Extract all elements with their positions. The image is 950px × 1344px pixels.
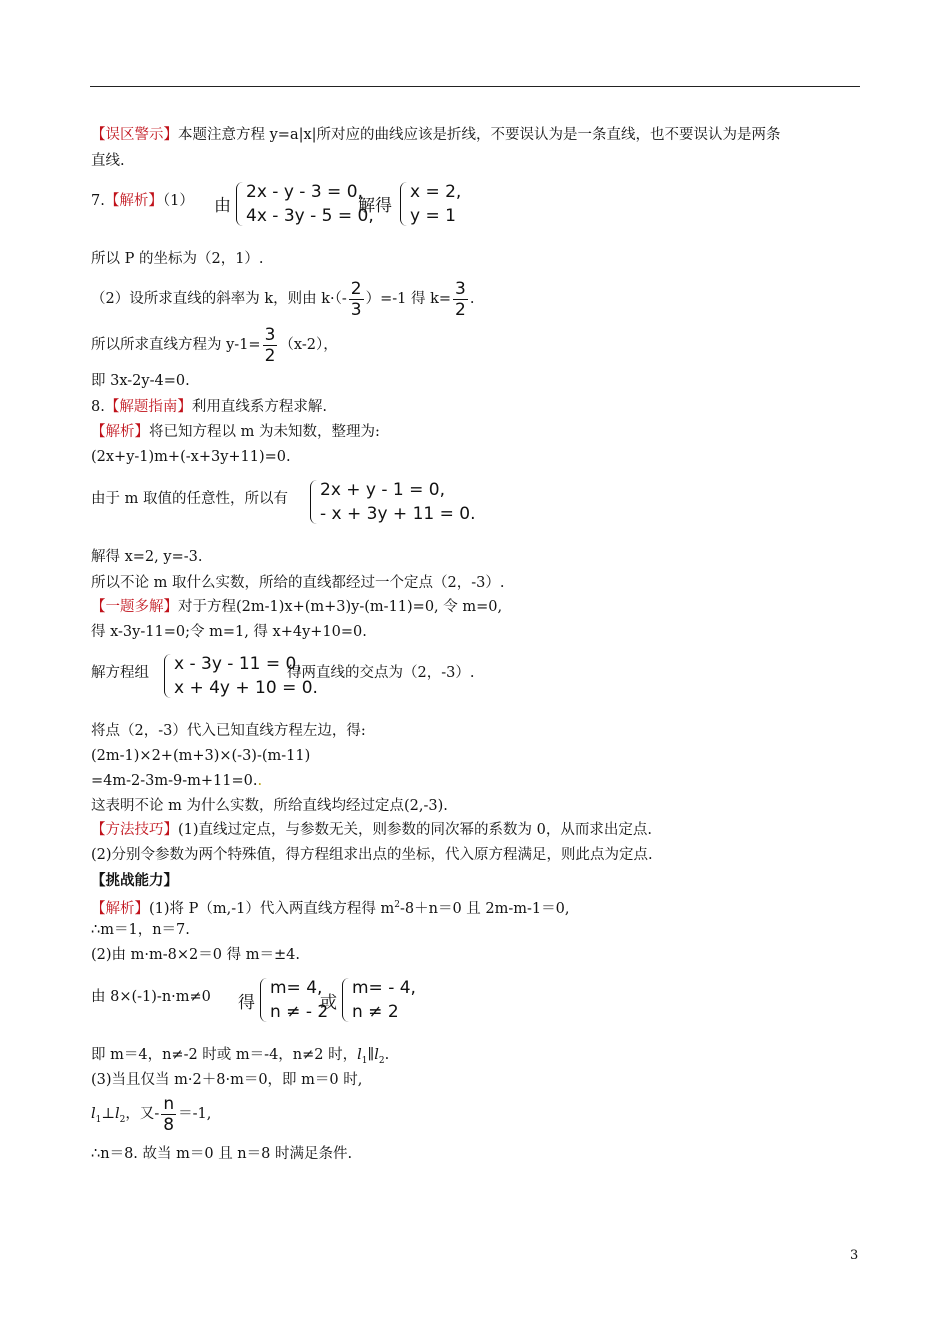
- q8-system-label: 解方程组: [91, 665, 149, 681]
- brace: [400, 182, 408, 226]
- q8-method-text-1: (1)直线过定点，与参数无关，则参数的同次幂的系数为 0，从而求出定点.: [178, 822, 652, 838]
- line-l2-sub: 2: [119, 1114, 126, 1125]
- warning-line-1: [91, 126, 781, 144]
- q7-number: 7.: [91, 193, 105, 209]
- line-l2-sub: 2: [378, 1055, 385, 1066]
- challenge-huo: 或: [320, 993, 337, 1013]
- frac-den: 3: [350, 299, 362, 320]
- fraction-3-2: [453, 279, 468, 320]
- q8-intersection: 得两直线的交点为（2，-3）.: [287, 665, 475, 681]
- q7-sys2-eq2: y = 1: [410, 206, 456, 226]
- challenge-p2c: [91, 1046, 389, 1070]
- q7-tag: 【解析】: [104, 193, 163, 209]
- challenge-p3a: (3)当且仅当 m·2＋8·m＝0，即 m＝0 时,: [91, 1072, 363, 1088]
- challenge-system-1: [260, 976, 328, 1024]
- q8-sysb-eq2: x + 4y + 10 = 0.: [174, 678, 318, 698]
- challenge-tag: 【解析】: [91, 900, 149, 917]
- fraction-3-2: [263, 325, 278, 366]
- challenge-p3b-mid: ，又-: [125, 1106, 160, 1122]
- q8-arb: 由于 m 取值的任意性，所以有: [91, 491, 288, 507]
- frac-num: n: [161, 1094, 176, 1115]
- q8-multi-tag: 【一题多解】: [91, 599, 178, 615]
- q7-header: [91, 192, 194, 210]
- q7-final: 即 3x-2y-4=0.: [91, 373, 190, 389]
- q8-number: 8.: [91, 399, 105, 415]
- q8-guide-text: 利用直线系方程求解.: [191, 399, 327, 415]
- q8-multi-line-1: [91, 598, 502, 616]
- page-number: 3: [850, 1248, 859, 1263]
- frac-num: 3: [455, 278, 466, 299]
- challenge-p3b-end: ＝-1,: [178, 1106, 212, 1122]
- q8-method-tag: 【方法技巧】: [91, 822, 178, 838]
- q8-guide-tag: 【解题指南】: [104, 399, 192, 415]
- challenge-sys1-eq1: m= 4,: [270, 978, 323, 998]
- challenge-p1: [91, 896, 569, 918]
- q7-eq-a: 所以所求直线方程为 y-1=: [91, 337, 261, 353]
- q7-line-eq: [91, 324, 338, 366]
- warning-line-2: 直线.: [91, 153, 125, 169]
- q7-part2-c: .: [469, 291, 475, 307]
- challenge-p3c: ∴n＝8. 故当 m＝0 且 n＝8 时满足条件.: [91, 1146, 353, 1162]
- challenge-p1b: -8＋n＝0 且 2m-m-1＝0,: [399, 900, 570, 917]
- fraction-2-3: [349, 279, 364, 320]
- q7-you: 由: [214, 196, 231, 216]
- challenge-title: 【挑战能力】: [91, 872, 178, 889]
- parallel-symbol: ∥: [367, 1047, 375, 1063]
- brace: [260, 978, 268, 1022]
- frac-den: 8: [163, 1114, 175, 1135]
- brace: [342, 978, 350, 1022]
- q8-sub-1: 将点（2，-3）代入已知直线方程左边，得:: [91, 723, 366, 739]
- q8-system-1: [310, 478, 475, 526]
- frac-num: 2: [350, 278, 362, 299]
- line-l1-sub: 1: [361, 1055, 368, 1066]
- q8-fixed: 所以不论 m 取什么实数，所给的直线都经过一个定点（2，-3）.: [91, 575, 505, 591]
- q7-part2-b: ）=-1 得 k=: [365, 291, 452, 307]
- q8-sysb-eq1: x - 3y - 11 = 0,: [174, 654, 302, 674]
- q8-multi-text-1: 对于方程(2m-1)x+(m+3)y-(m-11)=0, 令 m=0,: [178, 599, 503, 615]
- q8-sol-line: [91, 423, 380, 441]
- challenge-p2c-end: .: [384, 1047, 390, 1063]
- challenge-p1c: ∴m＝1，n＝7.: [91, 922, 190, 938]
- q7-eq-b: （x-2），: [279, 337, 338, 353]
- warning-text: 本题注意方程 y=a|x|所对应的曲线应该是折线，不要误认为是一条直线，也不要误认为是两条: [178, 127, 781, 143]
- decorative-dot: .: [257, 773, 263, 789]
- challenge-p2c-a: 即 m＝4，n≠-2 时或 m＝-4，n≠2 时，: [91, 1047, 358, 1063]
- q7-part2-a: （2）设所求直线的斜率为 k，则由 k·（-: [91, 291, 347, 307]
- warning-tag: 【误区警示】: [91, 127, 178, 143]
- challenge-sys1-eq2: n ≠ - 2: [270, 1002, 329, 1022]
- frac-den: 2: [264, 345, 276, 366]
- q8-guide-line: [91, 398, 327, 416]
- q8-sub-3: [91, 772, 262, 790]
- challenge-p3b: [91, 1093, 211, 1141]
- challenge-p2b: 由 8×(-1)-n·m≠0: [91, 989, 211, 1005]
- challenge-sys2-eq1: m= - 4,: [352, 978, 416, 998]
- q7-coord: 所以 P 的坐标为（2，1）.: [91, 251, 264, 267]
- q8-method-line-1: [91, 821, 652, 839]
- fraction-n-8: [161, 1094, 176, 1135]
- frac-num: 3: [264, 324, 276, 345]
- perpendicular-symbol: ⊥: [101, 1106, 116, 1122]
- q7-part1: （1）: [162, 193, 194, 209]
- line-l1: l: [91, 1106, 96, 1122]
- q7-sys2-eq1: x = 2,: [410, 182, 462, 202]
- q7-system-2: [400, 180, 461, 228]
- challenge-p1-sup: 2: [394, 900, 400, 910]
- challenge-system-2: [342, 976, 416, 1024]
- brace: [164, 654, 172, 698]
- q8-sub-3-text: =4m-2-3m-9-m+11=0.: [91, 773, 258, 789]
- q7-sys1-eq2: 4x - 3y - 5 = 0,: [246, 206, 374, 226]
- line-l2: l: [115, 1106, 120, 1122]
- challenge-de: 得: [238, 993, 255, 1013]
- q8-sol-text: 将已知方程以 m 为未知数，整理为:: [149, 424, 380, 440]
- q8-sys-eq1: 2x + y - 1 = 0,: [320, 480, 446, 500]
- challenge-p2a: (2)由 m·m-8×2＝0 得 m＝±4.: [91, 947, 300, 963]
- challenge-p1a: (1)将 P（m,-1）代入两直线方程得 m: [149, 900, 395, 917]
- q8-conclude: 这表明不论 m 为什么实数，所给直线均经过定点(2,-3).: [91, 798, 448, 814]
- q8-method-line-2: (2)分别令参数为两个特殊值，得方程组求出点的坐标，代入原方程满足，则此点为定点.: [91, 847, 653, 863]
- q7-sys1-eq1: 2x - y - 3 = 0,: [246, 182, 363, 202]
- q8-expr: (2x+y-1)m+(-x+3y+11)=0.: [91, 449, 291, 465]
- q7-part2: [91, 278, 474, 320]
- q8-sol-tag: 【解析】: [91, 424, 149, 440]
- q8-sub-2: (2m-1)×2+(m+3)×(-3)-(m-11): [91, 748, 311, 764]
- q8-sys-eq2: - x + 3y + 11 = 0.: [320, 504, 476, 524]
- frac-den: 2: [455, 299, 466, 320]
- brace: [310, 480, 318, 524]
- line-l1-sub: 1: [95, 1114, 102, 1125]
- q7-jiede: 解得: [358, 196, 392, 216]
- brace: [236, 182, 244, 226]
- q8-solved: 解得 x=2, y=-3.: [91, 549, 203, 565]
- challenge-sys2-eq2: n ≠ 2: [352, 1002, 399, 1022]
- q7-system-1: [236, 180, 374, 228]
- q8-multi-line-2: 得 x-3y-11=0;令 m=1, 得 x+4y+10=0.: [91, 624, 367, 640]
- header-rule: [90, 86, 860, 87]
- line-l2: l: [374, 1047, 379, 1063]
- line-l1: l: [357, 1047, 362, 1063]
